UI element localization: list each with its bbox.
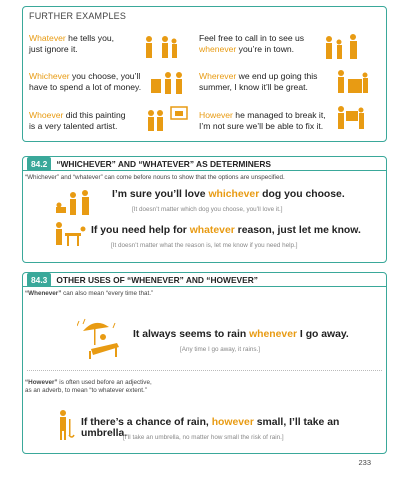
section-number: 84.3: [27, 273, 51, 287]
section-divider: [23, 170, 386, 171]
example-wherever: Wherever we end up going this summer, I know it’ll be great.: [199, 71, 318, 92]
section-number: 84.2: [27, 157, 51, 171]
example-sentence-whatever: If you need help for whatever reason, just let me know.: [91, 225, 361, 236]
further-examples-box: [22, 6, 387, 142]
example-whichever: Whichever you choose, you’ll have to spend a lot of money.: [29, 71, 142, 92]
section-divider: [23, 286, 386, 287]
gloss-whenever: [Any time I go away, it rains.]: [180, 346, 261, 353]
further-examples-title: FURTHER EXAMPLES: [29, 11, 127, 21]
shopping-people-icon: [151, 71, 185, 95]
family-visit-icon: [323, 33, 363, 61]
example-whoever: Whoever did this painting is a very talented artist.: [29, 110, 126, 131]
rain-umbrella-icon: [77, 317, 123, 359]
example-sentence-however: If there’s a chance of rain, however small, I’ll take an umbrella.: [81, 417, 340, 439]
example-sentence-whenever: It always seems to rain whenever I go away.: [133, 329, 349, 340]
section-note-however: “However” is often used before an adjective, as an adverb, to mean “to whatever extent.”: [25, 379, 152, 394]
example-whatever: Whatever he tells you, just ignore it.: [29, 33, 115, 54]
example-whenever: Feel free to call in to see us whenever you’re in town.: [199, 33, 305, 54]
dog-family-icon: [55, 189, 95, 217]
gloss-however: [I’ll take an umbrella, no matter how small the risk of rain.]: [123, 434, 284, 441]
people-talking-icon: [141, 35, 179, 59]
section-title: OTHER USES OF “WHENEVER” AND “HOWEVER”: [56, 275, 258, 285]
page-number: 233: [358, 458, 371, 467]
painting-viewers-icon: [145, 105, 189, 133]
section-84-3: [22, 272, 387, 454]
section-note: “Whichever” and “whatever” can come before nouns to show that the options are unspecified.: [25, 174, 285, 181]
section-84-3-header: [23, 273, 258, 287]
section-note-whenever: “Whenever” can also mean “every time that.”: [25, 290, 154, 297]
person-umbrella-icon: [55, 409, 77, 441]
section-title: “WHICHEVER” AND “WHATEVER” AS DETERMINERS: [56, 159, 271, 169]
help-desk-icon: [53, 221, 87, 249]
travel-luggage-icon: [335, 69, 369, 97]
gloss-whatever: [It doesn’t matter what the reason is, let me know if you need help.]: [111, 242, 298, 249]
repair-person-icon: [333, 105, 367, 135]
gloss-whichever: [It doesn’t matter which dog you choose, you’ll love it.]: [132, 206, 283, 213]
dotted-divider: [27, 370, 382, 371]
section-84-2: [22, 156, 387, 263]
section-84-2-header: [23, 157, 271, 171]
example-however: However he managed to break it, I’m not sure we’ll be able to fix it.: [199, 110, 326, 131]
example-sentence-whichever: I’m sure you’ll love whichever dog you choose.: [112, 189, 345, 200]
